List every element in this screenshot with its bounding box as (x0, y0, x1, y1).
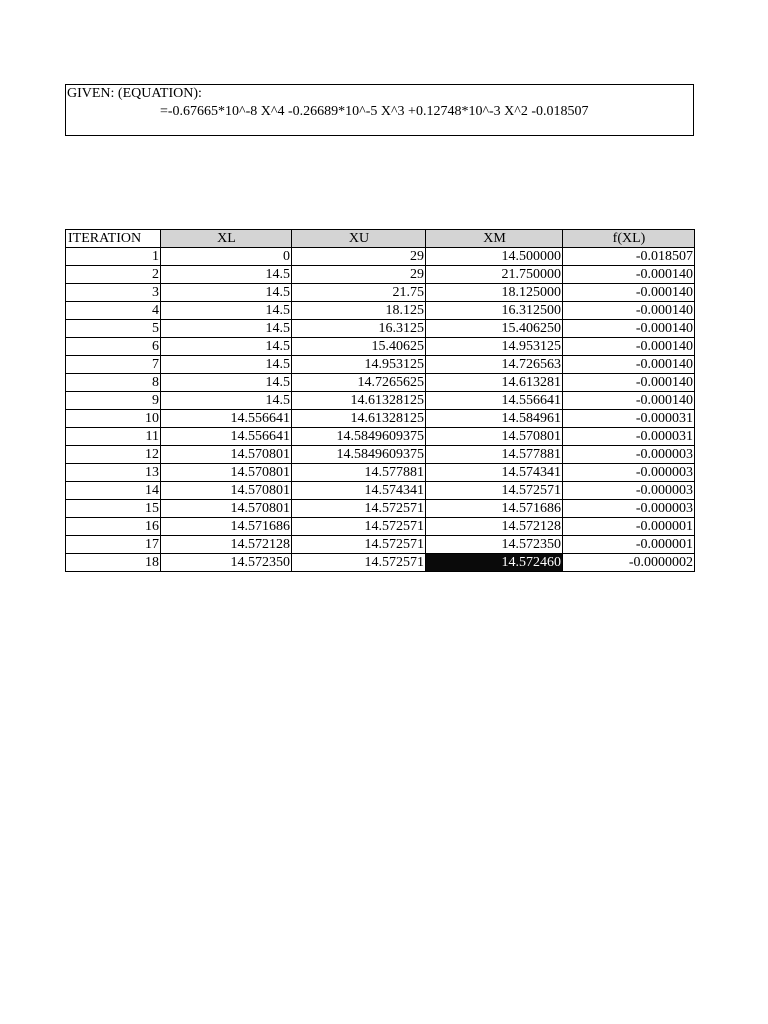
header-iteration[interactable]: ITERATION (66, 230, 161, 248)
xu-cell[interactable]: 14.7265625 (292, 374, 426, 392)
iteration-cell[interactable]: 17 (66, 536, 161, 554)
given-equation: =-0.67665*10^-8 X^4 -0.26689*10^-5 X^3 +0.12748*10^-3 X^2 -0.018507 (160, 104, 589, 119)
xu-cell[interactable]: 14.953125 (292, 356, 426, 374)
header-row (66, 230, 695, 248)
iteration-cell[interactable]: 6 (66, 338, 161, 356)
xu-cell[interactable]: 14.572571 (292, 536, 426, 554)
xu-cell[interactable]: 14.5849609375 (292, 446, 426, 464)
iteration-cell[interactable]: 2 (66, 266, 161, 284)
xm-cell[interactable]: 14.613281 (426, 374, 563, 392)
table-row (66, 536, 695, 554)
xu-cell[interactable]: 14.572571 (292, 500, 426, 518)
iteration-cell[interactable]: 1 (66, 248, 161, 266)
header-xu[interactable]: XU (292, 230, 426, 248)
table-row (66, 266, 695, 284)
xl-cell[interactable]: 14.5 (161, 266, 292, 284)
xu-cell[interactable]: 18.125 (292, 302, 426, 320)
xm-cell[interactable]: 14.953125 (426, 338, 563, 356)
xm-cell[interactable]: 21.750000 (426, 266, 563, 284)
fxl-cell[interactable]: -0.000140 (563, 284, 695, 302)
xm-cell[interactable]: 14.572128 (426, 518, 563, 536)
xm-cell[interactable]: 14.584961 (426, 410, 563, 428)
xl-cell[interactable]: 14.570801 (161, 482, 292, 500)
xm-cell[interactable]: 16.312500 (426, 302, 563, 320)
given-title: GIVEN: (EQUATION): (67, 86, 202, 101)
xm-cell[interactable]: 14.574341 (426, 464, 563, 482)
xl-cell[interactable]: 14.5 (161, 284, 292, 302)
table-row (66, 320, 695, 338)
xl-cell[interactable]: 14.556641 (161, 410, 292, 428)
iteration-cell[interactable]: 13 (66, 464, 161, 482)
table-row (66, 518, 695, 536)
iteration-cell[interactable]: 8 (66, 374, 161, 392)
iteration-cell[interactable]: 5 (66, 320, 161, 338)
fxl-cell[interactable]: -0.000140 (563, 266, 695, 284)
fxl-cell[interactable]: -0.000140 (563, 320, 695, 338)
xl-cell[interactable]: 14.572350 (161, 554, 292, 572)
xl-cell[interactable]: 14.5 (161, 374, 292, 392)
table-row (66, 248, 695, 266)
fxl-cell[interactable]: -0.000140 (563, 374, 695, 392)
fxl-cell[interactable]: -0.000003 (563, 464, 695, 482)
selected-cell[interactable]: 14.572460 (426, 554, 563, 572)
table-row (66, 338, 695, 356)
xu-cell[interactable]: 14.61328125 (292, 392, 426, 410)
xu-cell[interactable]: 14.577881 (292, 464, 426, 482)
iteration-cell[interactable]: 16 (66, 518, 161, 536)
xl-cell[interactable]: 14.5 (161, 338, 292, 356)
fxl-cell[interactable]: -0.000003 (563, 500, 695, 518)
given-equation-box (65, 84, 694, 136)
iteration-cell[interactable]: 10 (66, 410, 161, 428)
xm-cell[interactable]: 14.726563 (426, 356, 563, 374)
xm-cell[interactable]: 14.572571 (426, 482, 563, 500)
iteration-cell[interactable]: 9 (66, 392, 161, 410)
xm-cell[interactable]: 14.572350 (426, 536, 563, 554)
fxl-cell[interactable]: -0.000140 (563, 356, 695, 374)
xm-cell[interactable]: 14.570801 (426, 428, 563, 446)
xm-cell[interactable]: 18.125000 (426, 284, 563, 302)
header-xm[interactable]: XM (426, 230, 563, 248)
xl-cell[interactable]: 14.5 (161, 392, 292, 410)
iteration-cell[interactable]: 7 (66, 356, 161, 374)
xl-cell[interactable]: 14.5 (161, 356, 292, 374)
table-row (66, 392, 695, 410)
table-row (66, 302, 695, 320)
fxl-cell[interactable]: -0.000031 (563, 410, 695, 428)
table-row (66, 284, 695, 302)
xm-cell[interactable]: 14.571686 (426, 500, 563, 518)
table-row (66, 482, 695, 500)
fxl-cell[interactable]: -0.000140 (563, 392, 695, 410)
xl-cell[interactable]: 14.572128 (161, 536, 292, 554)
fxl-cell[interactable]: -0.018507 (563, 248, 695, 266)
header-xl[interactable]: XL (161, 230, 292, 248)
iteration-cell[interactable]: 14 (66, 482, 161, 500)
xl-cell[interactable]: 14.570801 (161, 464, 292, 482)
xm-cell[interactable]: 14.500000 (426, 248, 563, 266)
table-body (66, 248, 695, 572)
xm-cell[interactable]: 14.577881 (426, 446, 563, 464)
iteration-cell[interactable]: 11 (66, 428, 161, 446)
iteration-cell[interactable]: 3 (66, 284, 161, 302)
xu-cell[interactable]: 15.40625 (292, 338, 426, 356)
xl-cell[interactable]: 14.570801 (161, 500, 292, 518)
xu-cell[interactable]: 14.572571 (292, 518, 426, 536)
header-fxl[interactable]: f(XL) (563, 230, 695, 248)
table-row (66, 464, 695, 482)
table-row (66, 446, 695, 464)
xl-cell[interactable]: 14.570801 (161, 446, 292, 464)
fxl-cell[interactable]: -0.000003 (563, 446, 695, 464)
iteration-cell[interactable]: 15 (66, 500, 161, 518)
xl-cell[interactable]: 0 (161, 248, 292, 266)
xl-cell[interactable]: 14.556641 (161, 428, 292, 446)
xu-cell[interactable]: 14.572571 (292, 554, 426, 572)
table-row (66, 410, 695, 428)
table-row (66, 500, 695, 518)
xu-cell[interactable]: 14.5849609375 (292, 428, 426, 446)
fxl-cell[interactable]: -0.000140 (563, 302, 695, 320)
iteration-cell[interactable]: 18 (66, 554, 161, 572)
table-row (66, 356, 695, 374)
fxl-cell[interactable]: -0.0000002 (563, 554, 695, 572)
table-row (66, 554, 695, 572)
xl-cell[interactable]: 14.5 (161, 320, 292, 338)
xl-cell[interactable]: 14.571686 (161, 518, 292, 536)
xu-cell[interactable]: 29 (292, 266, 426, 284)
iteration-cell[interactable]: 4 (66, 302, 161, 320)
fxl-cell[interactable]: -0.000001 (563, 536, 695, 554)
fxl-cell[interactable]: -0.000140 (563, 338, 695, 356)
xl-cell[interactable]: 14.5 (161, 302, 292, 320)
iteration-cell[interactable]: 12 (66, 446, 161, 464)
xu-cell[interactable]: 21.75 (292, 284, 426, 302)
fxl-cell[interactable]: -0.000001 (563, 518, 695, 536)
xu-cell[interactable]: 16.3125 (292, 320, 426, 338)
fxl-cell[interactable]: -0.000003 (563, 482, 695, 500)
xm-cell[interactable]: 15.406250 (426, 320, 563, 338)
iteration-table (65, 229, 695, 572)
xu-cell[interactable]: 14.61328125 (292, 410, 426, 428)
fxl-cell[interactable]: -0.000031 (563, 428, 695, 446)
xu-cell[interactable]: 29 (292, 248, 426, 266)
table-row (66, 428, 695, 446)
xm-cell[interactable]: 14.556641 (426, 392, 563, 410)
table-row (66, 374, 695, 392)
xu-cell[interactable]: 14.574341 (292, 482, 426, 500)
